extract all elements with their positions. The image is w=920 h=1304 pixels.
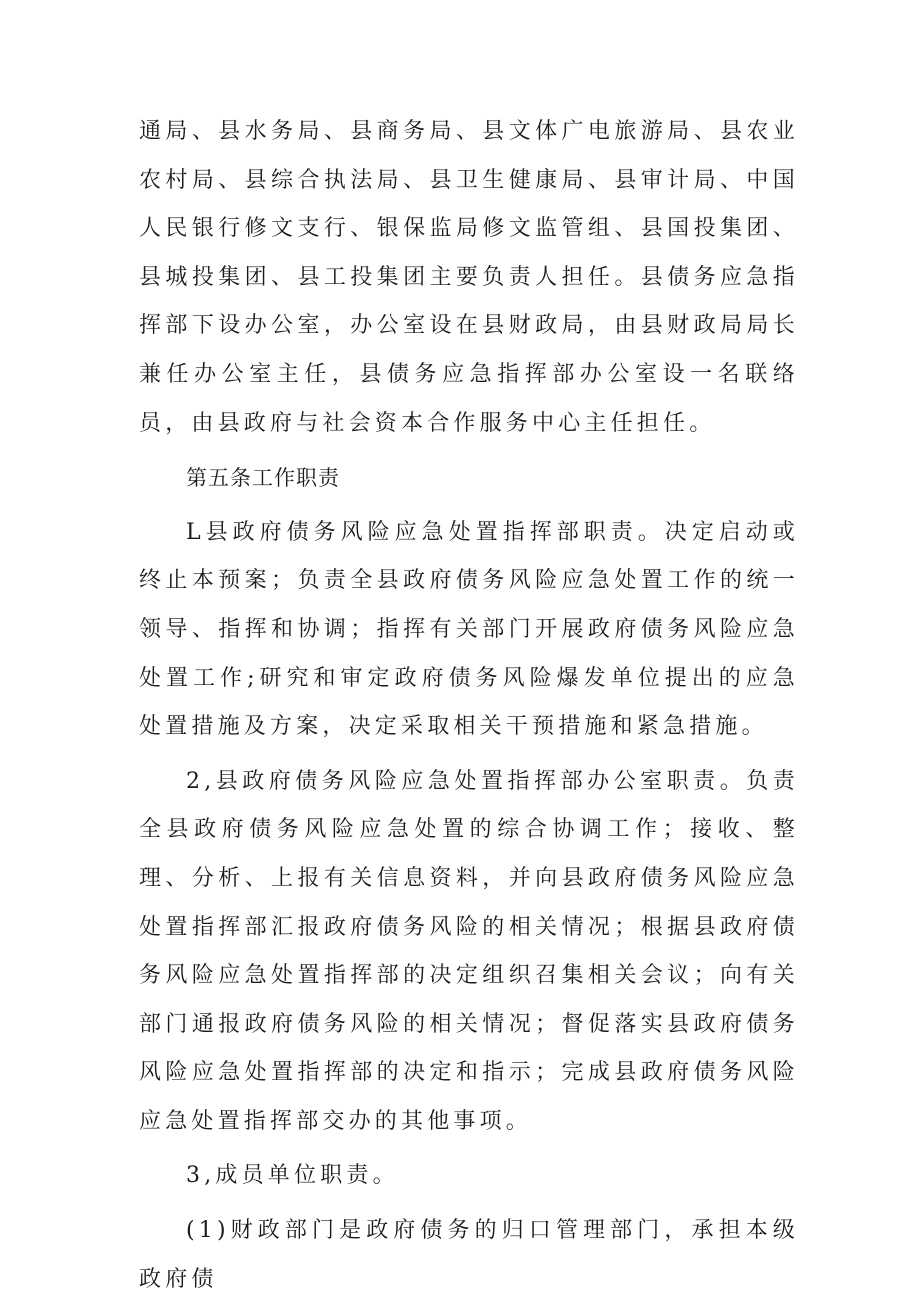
document-body (139, 108, 799, 1304)
paragraph-finance-dept: (1)财政部门是政府债务的归口管理部门，承担本级政府债 (139, 1218, 799, 1292)
section-heading-article-five: 第五条工作职责 (186, 466, 340, 491)
paragraph-continuation: 通局、县水务局、县商务局、县文体广电旅游局、县农业农村局、县综合执法局、县卫生健康局、县审计局、中国人民银行修文支行、银保监局修文监管组、县国投集团、县城投集团、县工投集团主要负责人担任。县债务应急指挥部下设办公室，办公室设在县财政局，由县财政局局长兼任办公室主任，县债务应急指挥部办公室设一名联络员，由县政府与社会资本合作服务中心主任担任。 (139, 119, 799, 436)
paragraph-office-duties: 2,县政府债务风险应急处置指挥部办公室职责。负责全县政府债务风险应急处置的综合协调工作；接收、整理、分析、上报有关信息资料，并向县政府债务风险应急处置指挥部汇报政府债务风险的相关情况；根据县政府债务风险应急处置指挥部的决定组织召集相关会议；向有关部门通报政府债务风险的相关情况；督促落实县政府债务风险应急处置指挥部的决定和指示；完成县政府债务风险应急处置指挥部交办的其他事项。 (139, 768, 799, 1134)
paragraph-command-duties: L县政府债务风险应急处置指挥部职责。决定启动或终止本预案；负责全县政府债务风险应急处置工作的统一领导、指挥和协调；指挥有关部门开展政府债务风险应急处置工作;研究和审定政府债务风险爆发单位提出的应急处置措施及方案，决定采取相关干预措施和紧急措施。 (139, 519, 799, 740)
paragraph-member-duties: 3,成员单位职责。 (186, 1163, 399, 1189)
